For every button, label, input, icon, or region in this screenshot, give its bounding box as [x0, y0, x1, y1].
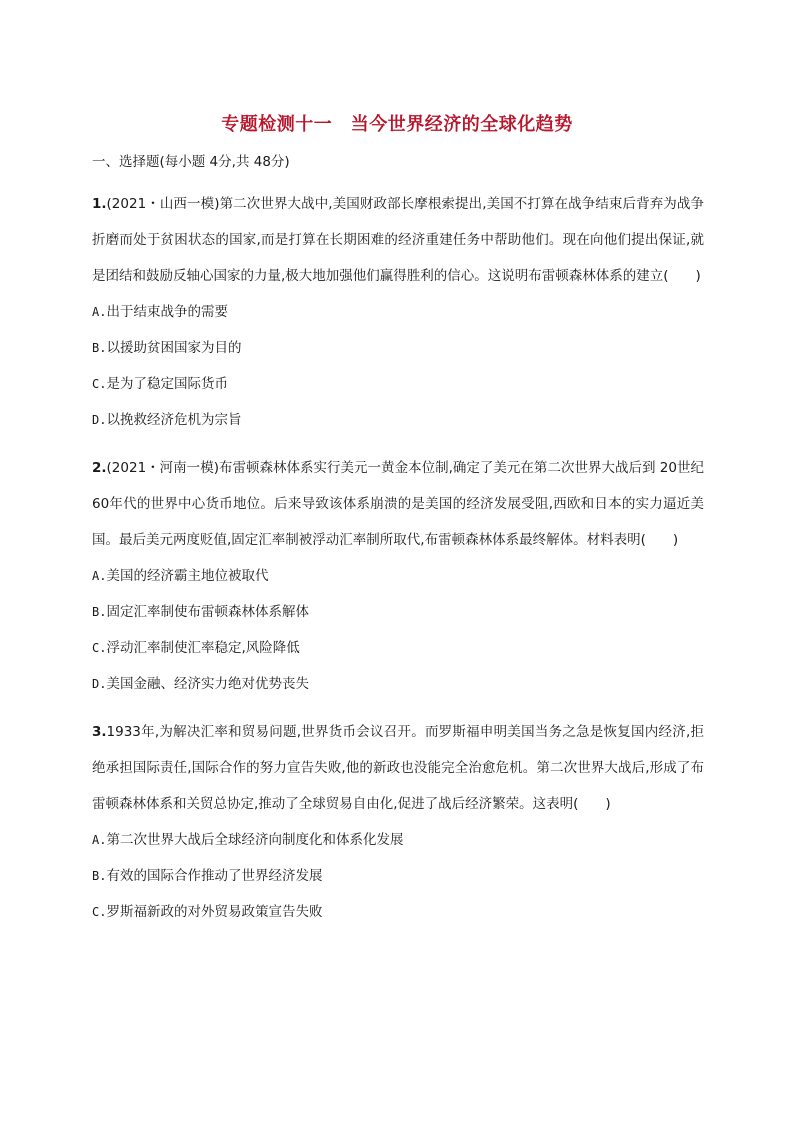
question-number: 3.	[92, 724, 107, 740]
question-1	[92, 186, 704, 438]
option-text: 是为了稳定国际货币	[106, 376, 228, 392]
question-number: 1.	[92, 196, 107, 212]
option-text: 有效的国际合作推动了世界经济发展	[106, 868, 323, 884]
option-b	[92, 594, 704, 630]
option-text: 固定汇率制使布雷顿森林体系解体	[106, 604, 309, 620]
option-letter: A.	[92, 305, 107, 319]
option-letter: A.	[92, 569, 107, 583]
option-letter: B.	[92, 869, 107, 883]
option-c	[92, 894, 704, 930]
option-letter: B.	[92, 341, 107, 355]
option-text: 美国的经济霸主地位被取代	[106, 568, 269, 584]
option-a	[92, 294, 704, 330]
section-heading: 一、选择题(每小题 4分,共 48分)	[92, 154, 290, 170]
question-text: (2021・河南一模)布雷顿森林体系实行美元一黄金本位制,确定了美元在第二次世界大战后到 20世纪 60年代的世界中心货币地位。后来导致该体系崩溃的是美国的经济发展受阻,西欧和日本的实力逼近美国。最后美元两度贬值,固定汇率制被浮动汇率制所取代,布雷顿森林体系最终解体。材料表明( )	[92, 460, 704, 548]
question-2	[92, 450, 704, 702]
option-d	[92, 402, 704, 438]
option-b	[92, 330, 704, 366]
document-body	[92, 150, 704, 942]
option-letter: A.	[92, 833, 107, 847]
option-text: 以挽救经济危机为宗旨	[106, 412, 242, 428]
option-d	[92, 666, 704, 702]
option-a	[92, 822, 704, 858]
question-1-stem	[92, 186, 704, 294]
question-3-stem	[92, 714, 704, 822]
question-3	[92, 714, 704, 930]
option-b	[92, 858, 704, 894]
option-text: 出于结束战争的需要	[106, 304, 228, 320]
option-text: 以援助贫困国家为目的	[106, 340, 242, 356]
option-c	[92, 366, 704, 402]
option-text: 美国金融、经济实力绝对优势丧失	[106, 676, 309, 692]
question-number: 2.	[92, 460, 107, 476]
option-a	[92, 558, 704, 594]
question-text: 1933年,为解决汇率和贸易问题,世界货币会议召开。而罗斯福申明美国当务之急是恢复国内经济,拒绝承担国际责任,国际合作的努力宣告失败,他的新政也没能完全治愈危机。第二次世界大战后,形成了布雷顿森林体系和关贸总协定,推动了全球贸易自由化,促进了战后经济繁荣。这表明( )	[92, 724, 704, 812]
option-letter: C.	[92, 641, 107, 655]
option-letter: D.	[92, 677, 107, 691]
option-letter: C.	[92, 905, 107, 919]
option-text: 罗斯福新政的对外贸易政策宣告失败	[106, 904, 323, 920]
option-letter: C.	[92, 377, 107, 391]
option-letter: B.	[92, 605, 107, 619]
question-text: (2021・山西一模)第二次世界大战中,美国财政部长摩根索提出,美国不打算在战争结束后背弃为战争折磨而处于贫困状态的国家,而是打算在长期困难的经济重建任务中帮助他们。现在向他们提出保证,就是团结和鼓励反轴心国家的力量,极大地加强他们赢得胜利的信心。这说明布雷顿森林体系的建立( )	[92, 196, 704, 284]
option-c	[92, 630, 704, 666]
option-letter: D.	[92, 413, 107, 427]
option-text: 浮动汇率制使汇率稳定,风险降低	[106, 640, 300, 656]
option-text: 第二次世界大战后全球经济向制度化和体系化发展	[106, 832, 404, 848]
question-2-stem	[92, 450, 704, 558]
page-title: 专题检测十一 当今世界经济的全球化趋势	[221, 114, 573, 135]
